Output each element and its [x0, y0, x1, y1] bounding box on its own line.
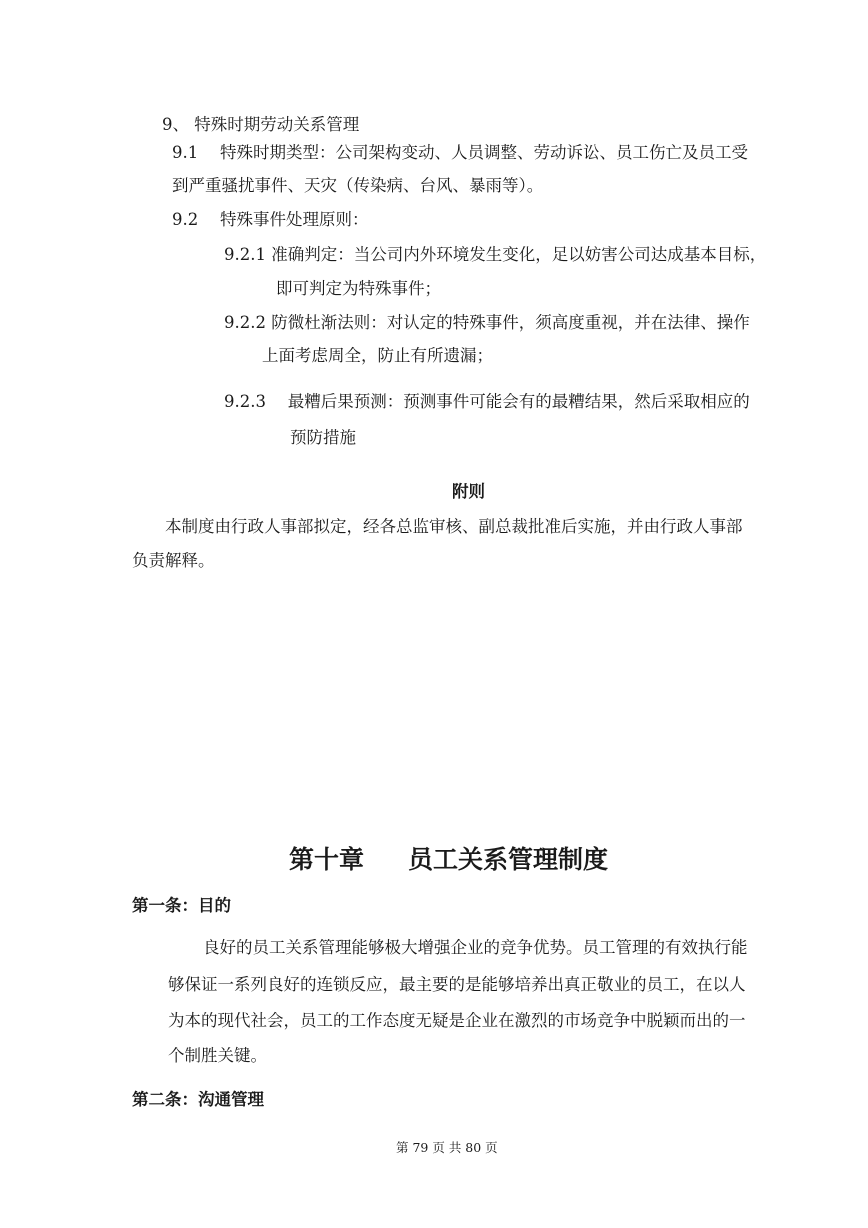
article-1-line3: 为本的现代社会，员工的工作态度无疑是企业在激烈的市场竞争中脱颖而出的一 [168, 1011, 746, 1030]
appendix-title: 附则 [452, 482, 485, 501]
item-9-2-1-line2: 即可判定为特殊事件； [276, 279, 441, 298]
item-9-2-3-line2: 预防措施 [290, 428, 356, 447]
article-1-heading: 第一条：目的 [132, 896, 231, 915]
item-9-2-3-line1: 9.2.3 最糟后果预测：预测事件可能会有的最糟结果，然后采取相应的 [224, 392, 750, 411]
item-9-2-1-line1: 9.2.1 准确判定：当公司内外环境发生变化，足以妨害公司达成基本目标， [224, 245, 767, 264]
item-9-1-line2: 到严重骚扰事件、天灾（传染病、台风、暴雨等）。 [172, 176, 544, 195]
item-9-1-line1: 9.1 特殊时期类型：公司架构变动、人员调整、劳动诉讼、员工伤亡及员工受 [172, 143, 748, 162]
article-2-heading: 第二条：沟通管理 [132, 1090, 264, 1109]
article-1-line2: 够保证一系列良好的连锁反应，最主要的是能够培养出真正敬业的员工，在以人 [168, 975, 746, 994]
item-9-2-2-line2: 上面考虑周全，防止有所遗漏； [262, 346, 493, 365]
section-9-heading: 9、 特殊时期劳动关系管理 [162, 115, 360, 134]
item-9-2: 9.2 特殊事件处理原则： [172, 210, 369, 229]
chapter-number: 第十章 [289, 845, 365, 874]
page-number-footer: 第 79 页 共 80 页 [396, 1140, 498, 1155]
appendix-line2: 负责解释。 [132, 551, 215, 570]
article-1-line1: 良好的员工关系管理能够极大增强企业的竞争优势。员工管理的有效执行能 [203, 938, 748, 957]
item-9-2-2-line1: 9.2.2 防微杜渐法则：对认定的特殊事件，须高度重视，并在法律、操作 [224, 313, 750, 332]
appendix-line1: 本制度由行政人事部拟定，经各总监审核、副总裁批准后实施，并由行政人事部 [165, 517, 743, 536]
chapter-title: 员工关系管理制度 [408, 845, 609, 874]
article-1-line4: 个制胜关键。 [168, 1046, 267, 1065]
